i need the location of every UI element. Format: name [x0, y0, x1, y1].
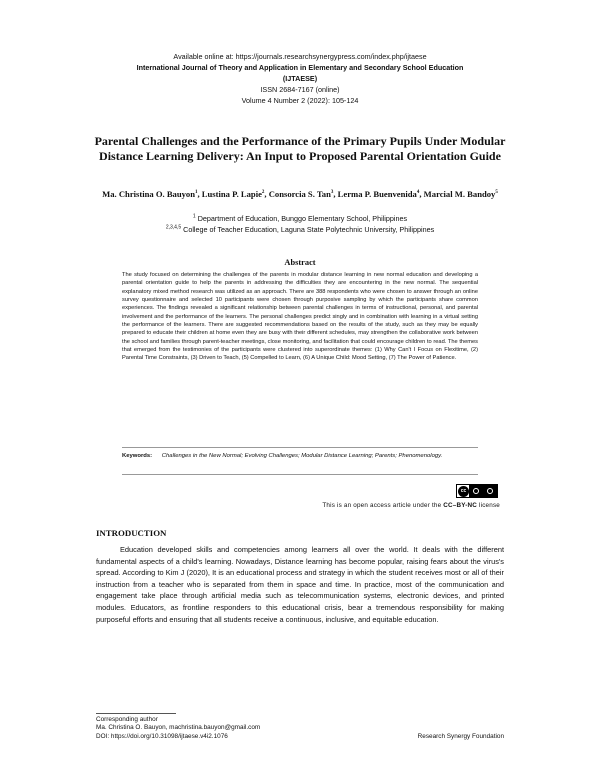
- by-nc-icons: [469, 485, 497, 497]
- license-prefix: This is an open access article under the: [322, 502, 444, 509]
- keywords-top-divider: [122, 447, 478, 448]
- license-statement: [280, 502, 500, 509]
- author-name: Lustina P. Lapie: [201, 189, 262, 199]
- keywords-block: [122, 452, 478, 461]
- abstract-heading: Abstract: [284, 258, 316, 267]
- corresponding-author-block: [96, 716, 260, 741]
- author-name: Marcial M. Bandoy: [423, 189, 496, 199]
- journal-abbreviation: (IJTAESE): [282, 74, 318, 83]
- author-sup: 1: [195, 190, 198, 196]
- keywords-text: Challenges in the New Normal; Evolving Challenges; Modular Distance Learning; Parents; Phenomenology.: [161, 453, 443, 459]
- affiliation-text: College of Teacher Education, Laguna State Polytechnic University, Philippines: [183, 225, 435, 234]
- author-name: Lerma P. Buenvenida: [337, 189, 417, 199]
- volume-line: Volume 4 Number 2 (2022): 105-124: [241, 96, 359, 105]
- author-sup: 4: [416, 190, 420, 196]
- author-sup: 2: [261, 190, 265, 196]
- affiliation-1: [110, 214, 490, 224]
- affiliation-sup: 2,3,4,5: [165, 224, 182, 231]
- author-sup: 3: [330, 190, 334, 196]
- corresponding-contact: Ma. Christina O. Bauyon, machristina.bauyon@gmail.com: [96, 724, 261, 732]
- author-name: Consorcia S. Tan: [268, 189, 331, 199]
- affiliation-sup: 1: [192, 213, 196, 220]
- affiliation-text: Department of Education, Bunggo Elementary School, Philippines: [197, 214, 408, 223]
- doi-line: DOI: https://doi.org/10.31098/ijtaese.v4i2.1076: [96, 732, 228, 740]
- author-name: Ma. Christina O. Bauyon: [102, 189, 195, 199]
- introduction-body: Education developed skills and competencies among learners all over the world. It deals with the different fundamental aspects of a child's learning. Nowadays, Distance learning has become popular, raising fears about the virus's spread. According to Kim J (2020), It is an educational process and strategy in which the student receives most or all of their instruction from a teacher who is separated from them in space and time. In practice, most of the communication and engagement take place through artificial media such as telecommunication systems, electronic devices, and printed modules. Educators, as frontline responders to this educational crisis, bear a tremendous responsibility for making purposeful efforts and ensuring that all students receive a continuous, inclusive, and equitable education.: [96, 545, 504, 624]
- publisher-name: Research Synergy Foundation: [417, 733, 504, 740]
- keywords-bottom-divider: [122, 474, 478, 475]
- paper-title: Parental Challenges and the Performance of the Primary Pupils Under Modular Distance Learning Delivery: An Input to Proposed Parental Orientation Guide: [94, 134, 506, 163]
- abstract-body: The study focused on determining the challenges of the parents in modular distance learning in new normal education and developing a parental orientation guide to help the parents in addressing the difficulties they are encountering in the new normal. The sequential explanatory mixed method research was utilized as an approach. There are 388 respondents who were chosen to answer through an online survey questionnaire and selected 10 participants were chosen through purposive sampling by which the participants share common experiences. The findings revealed a significant relationship between parental challenges in terms of instructional, personal, and parental involvement and the performance of the learners. The personal challenges predict singly and in combination with learning in a virtual setting the performance of the learners. There are suggested recommendations based on the results of the study, such as they may be equally prepared to educate their children at home even they are busy with their different schedules, may strengthen the collaborative work between the school and families through parent-teacher meetings, close monitoring, and facilitation that could encourage children to read. The themes that emerged from the testimonies of the participants were clustered into superordinate themes: (1) Why Can't I Focus on Flexitime, (2) Parental Time Constraints, (3) Driven to Teach, (5) Compelled to Learn, (6) A Unique Child: Mood Setting, (7) The Power of Patience.: [122, 272, 478, 362]
- footnote-divider: [96, 713, 176, 714]
- cc-license-badge-icon: [456, 484, 498, 498]
- corresponding-label: Corresponding author: [96, 716, 158, 723]
- keywords-label: Keywords:: [122, 453, 153, 459]
- author-sup: 5: [495, 190, 498, 196]
- journal-name: International Journal of Theory and Application in Elementary and Secondary School Education: [136, 63, 464, 72]
- license-suffix: license: [477, 502, 500, 509]
- availability-line: Available online at: https://journals.researchsynergypress.com/index.php/ijtaese: [173, 52, 427, 61]
- introduction-heading: INTRODUCTION: [96, 528, 167, 538]
- issn-line: ISSN 2684-7167 (online): [260, 85, 340, 94]
- affiliation-2: [110, 225, 490, 235]
- license-type: CC–BY-NC: [443, 502, 478, 509]
- author-list: Ma. Christina O. Bauyon$^1$, Lustina P. Lapie$^2$, Consorcia S. Tan$^3$, Lerma P. Buenvenida$^4$, Marcial M. Bandoy$^5$: [102, 189, 498, 199]
- cc-icon: cc: [458, 486, 469, 497]
